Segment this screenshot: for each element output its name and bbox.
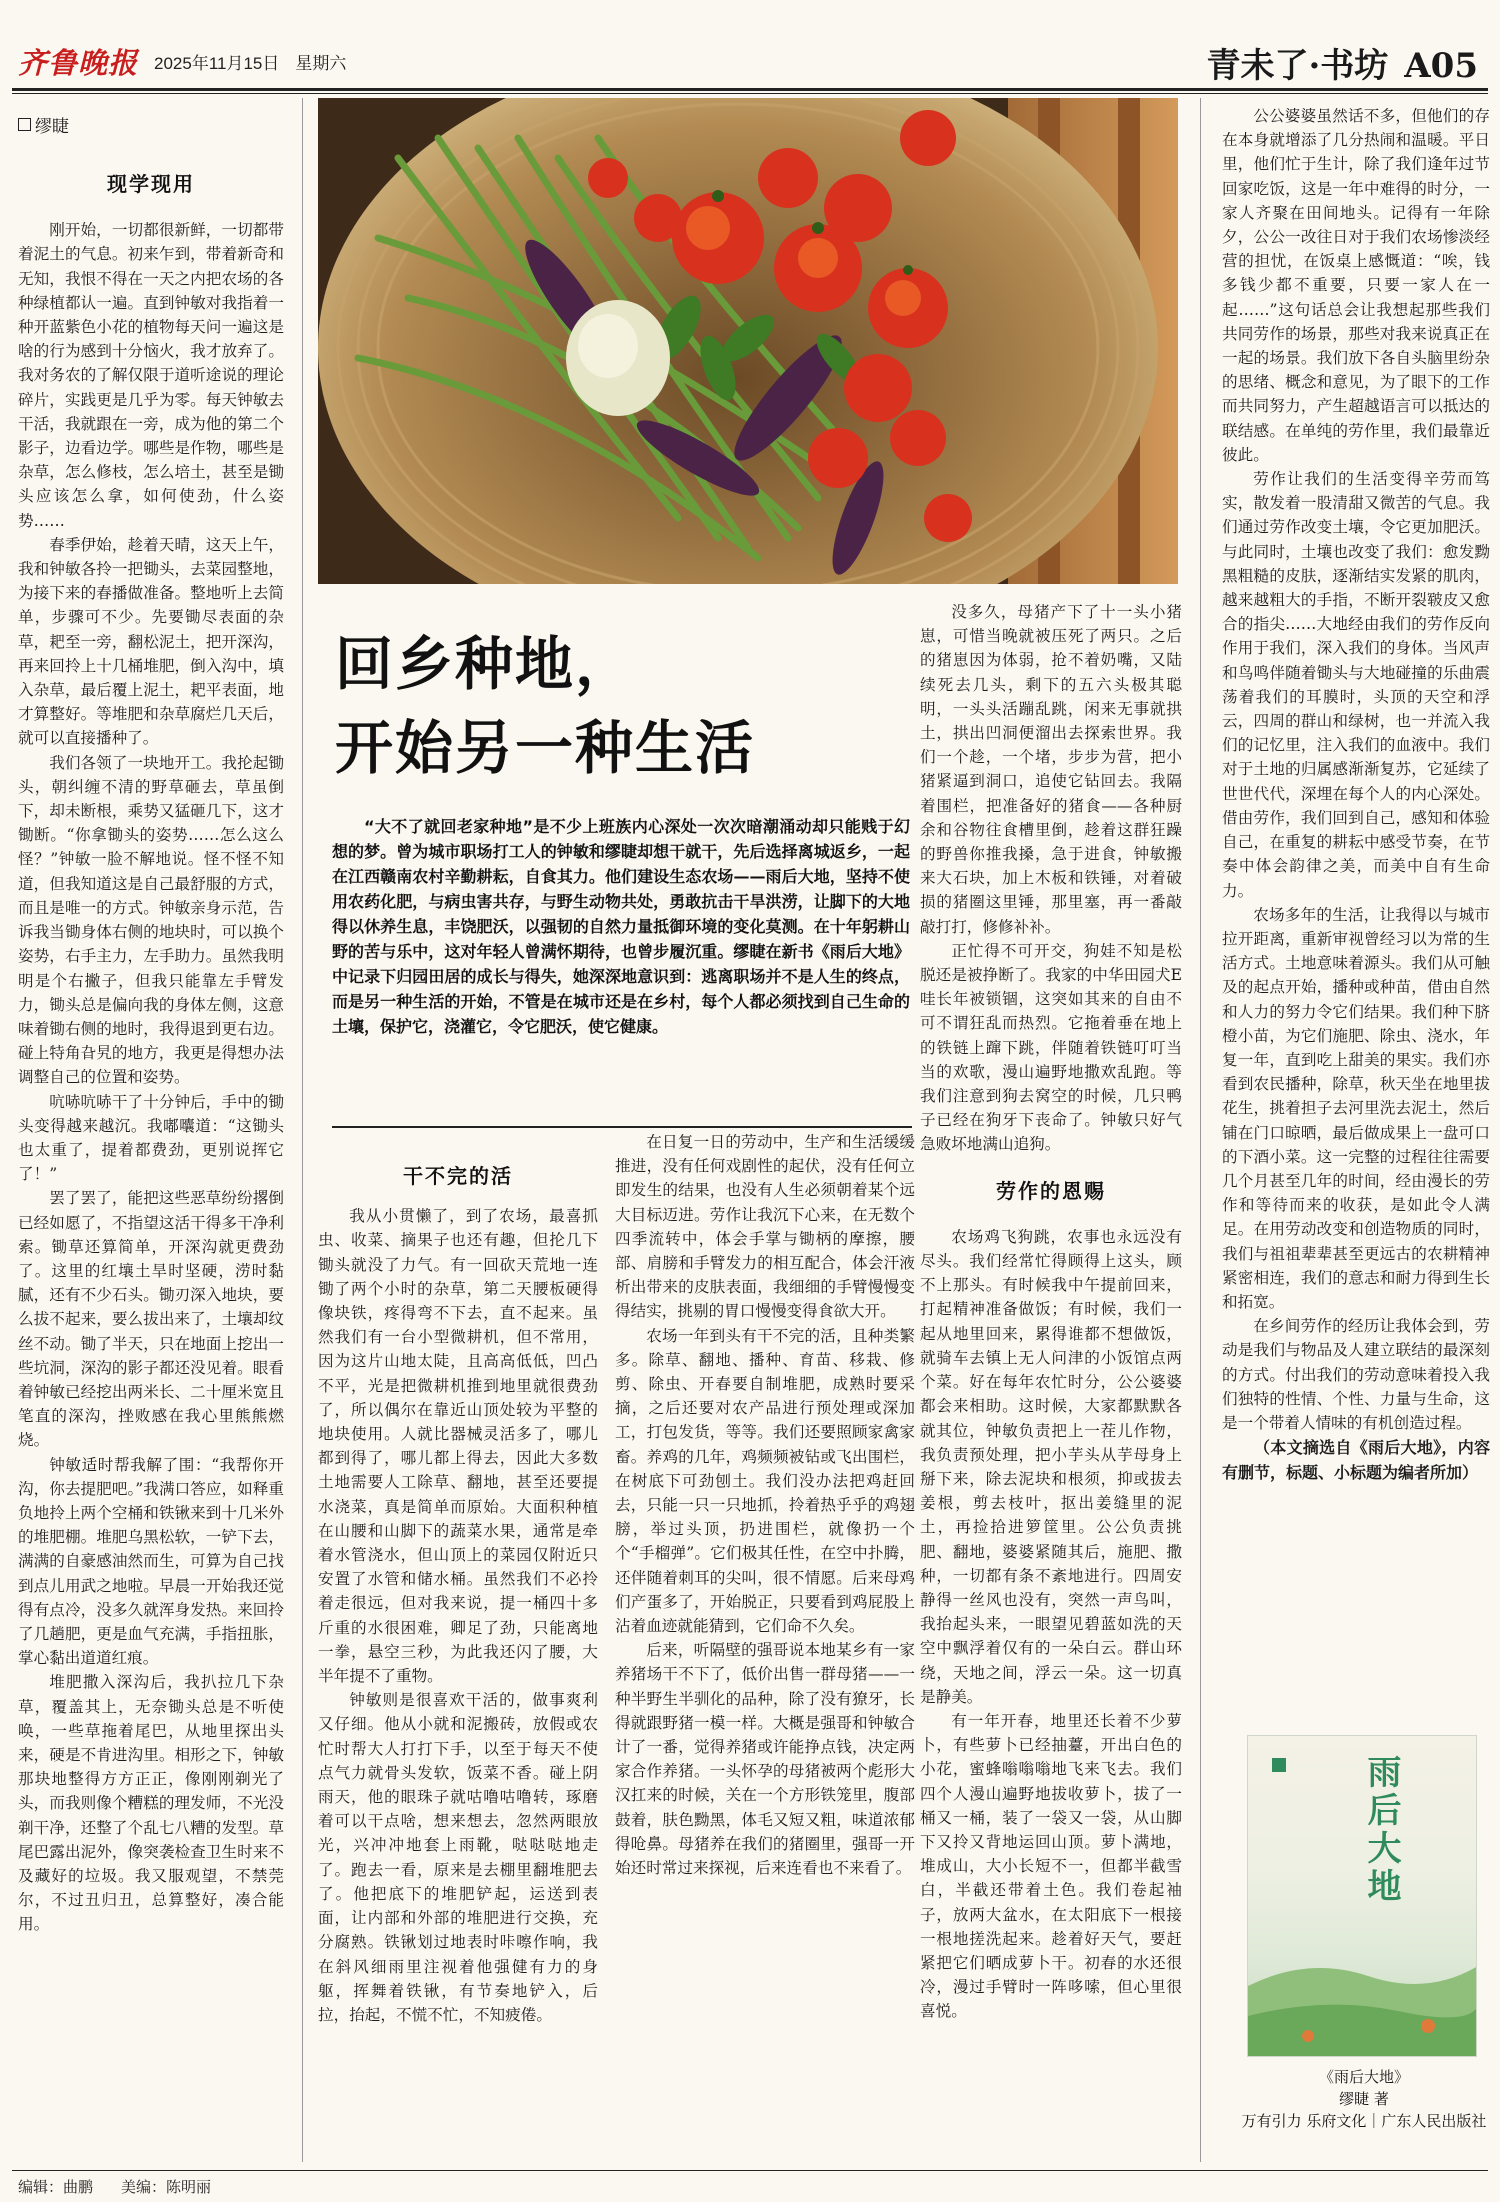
paragraph: 我从小贯懒了，到了农场，最喜抓虫、收菜、摘果子也还有趣，但抡几下锄头就没了力气。有一回砍天荒地一连锄了两个小时的杂草，第二天腰板硬得像块铁，疼得弯不下去，直不起来。虽然我们有一台小型微耕机，但不常用，因为这片山地太陡，且高高低低，凹凸不平，光是把微耕机推到地里就很费劲了，所以偶尔在靠近山顶处较为平整的地块使用。人就比器械灵活多了，哪儿都到得了，哪儿都上得去，因此大多数土地需要人工除草、翻地，甚至还要提水浇菜，真是简单而原始。大面积种植在山腰和山脚下的蔬菜水果，通常是牵着水管浇水，但山顶上的菜园仅附近只安置了水管和储水桶。虽然我们不必拎着走很远，但对我来说，提一桶四十多斤重的水很困难，卿足了劲，只能离地一拳，悬空三秒，为此我还闪了腰，大半年提不了重物。 <box>318 1207 598 1686</box>
article-lede <box>332 814 910 1039</box>
page-number: A05 <box>1404 46 1478 86</box>
column-4 <box>920 600 1182 2162</box>
book-cover <box>1247 1735 1477 2057</box>
byline <box>18 112 69 137</box>
book-caption-author: 缪睫 著 <box>1339 2090 1389 2108</box>
editor-credit: 编辑：曲鹏 <box>18 2178 94 2196</box>
column-divider <box>1200 98 1201 2162</box>
column-3 <box>615 1130 915 2162</box>
paragraph: 农场多年的生活，让我得以与城市拉开距离，重新审视曾经习以为常的生活方式。土地意味着源头。我们从可触及的起点开始，播种或种苗，借由自然和人力的努力令它们结果。我们种下脐橙小苗，为它们施肥、除虫、浇水，年复一年，直到吃上甜美的果实。我们亦看到农民播种，除草，秋天坐在地里拔花生，挑着担子去河里洗去泥土，然后铺在门口晾晒，最后做成果上一盘可口的下酒小菜。这一完整的过程往往需要几个月甚至几年的时间，经由漫长的劳作和等待而来的收获，是如此令人满足。在用劳动改变和创造物质的同时，我们与祖祖辈辈甚至更远古的农耕精神紧密相连，我们的意志和耐力得到生长和拓宽。 <box>1222 905 1490 1311</box>
designer-credit: 美编：陈明丽 <box>121 2178 212 2196</box>
book-caption-title: 《雨后大地》 <box>1318 2068 1409 2086</box>
vegetable-basket-illustration <box>318 98 1178 584</box>
paragraph: 农场一年到头有干不完的活，且种类繁多。除草、翻地、播种、育苗、移栽、修剪、除虫、开春要自制堆肥，成熟时要采摘，之后还要对农产品进行预处理或深加工，打包发货，等等。我们还要照顾家禽家畜。养鸡的几年，鸡频频被钻或飞出围栏，在树底下可劲刨土。我们没办法把鸡赶回去，只能一只一只地抓，拎着热乎乎的鸡翅膀，举过头顶，扔进围栏，就像扔一个个“手榴弹”。它们极其任性，在空中扑腾，还伴随着刺耳的尖叫，很不情愿。后来母鸡们产蛋多了，开始脱正，只要看到鸡屁股上沾着血迹就能猜到，它们命不久矣。 <box>615 1326 915 1636</box>
footer-rule <box>12 2170 1488 2171</box>
article-headline <box>335 622 915 790</box>
column-1 <box>18 150 284 2162</box>
paragraph: 在乡间劳作的经历让我体会到，劳动是我们与物品及人建立联结的最深刻的方式。付出我们的劳动意味着投入我们独特的性情、个性、力量与生命，这是一个带着人情味的有机创造过程。 <box>1222 1317 1490 1432</box>
newspaper-logo: 齐鲁晚报 <box>18 45 139 80</box>
book-cover-title: 雨后大地 <box>1361 1754 1401 1906</box>
paragraph: 有一年开春，地里还长着不少萝卜，有些萝卜已经抽薹，开出白色的小花，蜜蜂嗡嗡嗡地飞来飞去。我们四个人漫山遍野地拔收萝卜，拔了一桶又一桶，装了一袋又一袋，从山脚下又拎又背地运回山顶。萝卜满地，堆成山，大小长短不一，但都半截雪白，半截还带着土色。我们卷起袖子，放两大盆水，在太阳底下一根接一根地搓洗起来。趁着好天气，要赶紧把它们晒成萝卜干。初春的水还很冷，漫过手臂时一阵哆嗦，但心里很喜悦。 <box>920 1711 1182 2021</box>
article-photo <box>318 98 1178 584</box>
paragraph: 没多久，母猪产下了十一头小猪崽，可惜当晚就被压死了两只。之后的猪崽因为体弱，抢不着奶嘴，又陆续死去几头，剩下的五六头极其聪明，一头头活蹦乱跳，闲来无事就拱土，拱出凹洞便溜出去探索世界。我们一个趁，一个堵，步步为营，把小猪紧逼到洞口，追使它钻回去。我隔着围栏，把准备好的猪食——各种厨余和谷物往食槽里倒，趁着这群狂躁的野兽你推我搡，急于进食，钟敏搬来大石块，加上木板和铁锤，对着破损的猪圈这里锤，那里塞，再一番敲敲打打，修修补补。 <box>920 603 1182 936</box>
column-divider <box>302 98 303 2162</box>
paragraph: 公公婆婆虽然话不多，但他们的存在本身就增添了几分热闹和温暖。平日里，他们忙于生计，除了我们逢年过节回家吃饭，这是一年中难得的时分，一家人齐聚在田间地头。记得有一年除夕，公公一改往日对于我们农场惨淡经营的担忧，在饭桌上感慨道：“唉，钱多钱少都不重要，只要一家人在一起……”这句话总会让我想起那些我们共同劳作的场景，那些对我来说真正在一起的场景。我们放下各自头脑里纷杂的思绪、概念和意见，为了眼下的工作而共同努力，产生超越语言可以抵达的联结感。在单纯的劳作里，我们最靠近彼此。 <box>1222 107 1490 464</box>
issue-date: 2025年11月15日 <box>154 53 280 73</box>
masthead <box>18 44 346 78</box>
book-caption <box>1238 2066 1490 2132</box>
headline-line-1: 回乡种地， <box>335 630 636 698</box>
column-2 <box>318 1150 598 2162</box>
paragraph: 在日复一日的劳动中，生产和生活缓缓推进，没有任何戏剧性的起伏，没有任何立即发生的结果，也没有人生必须朝着某个远大目标迈进。劳作让我沉下心来，在无数个四季流转中，体会手掌与锄柄的摩擦，腰部、肩膀和手臂发力的相互配合，体会汗液析出带来的皮肤表面，我细细的手臂慢慢变得结实，挑剔的胃口慢慢变得食欲大开。 <box>615 1133 915 1321</box>
paragraph: 我们各领了一块地开工。我抡起锄头，朝纠缠不清的野草砸去，草虽倒下，却未断根，乘势又猛砸几下，这才锄断。“你拿锄头的姿势……怎么这么怪？”钟敏一脸不解地说。怪不怪不知道，但我知道这是自己最舒服的方式，而且是唯一的方式。钟敏亲身示范，告诉我当锄身体右侧的地块时，可以换个姿势，右手主力，左手助力。虽然我明明是个右撇子，但我只能靠左手臂发力，锄头总是偏向我的身体左侧，这意味着锄右侧的地时，我得退到更右边。碰上特角旮旯的地方，我更是得想办法调整自己的位置和姿势。 <box>18 753 284 1087</box>
paragraph: 劳作让我们的生活变得辛劳而笃实，散发着一股清甜又微苦的气息。我们通过劳作改变土壤，令它更加肥沃。与此同时，土壤也改变了我们：愈发黝黑粗糙的皮肤，逐渐结实发紧的肌肉，越来越粗大的手指，不断开裂皲皮又愈合的指尖……大地经由我们的劳作反向作用于我们，深入我们的身体。当风声和鸟鸣伴随着锄头与大地碰撞的乐曲震荡着我们的耳膜时，头顶的天空和浮云，四周的群山和绿树，也一并流入我们的记忆里，注入我们的血液中。我们对于土地的归属感渐渐复苏，它延续了世世代代，深埋在每个人的内心深处。借由劳作，我们回到自己，感知和体验自己，在重复的耕耘中感受节奏，在节奏中体会韵律之美，而美中自有生命力。 <box>1222 470 1490 900</box>
headline-line-2: 开始另一种生活 <box>335 714 756 782</box>
section-heading: 现学现用 <box>107 172 195 196</box>
paragraph: 堆肥撒入深沟后，我扒拉几下杂草，覆盖其上，无奈锄头总是不听使唤，一些草拖着尾巴，从地里探出头来，硬是不肯进沟里。相形之下，钟敏那块地整得方方正正，像刚刚剃光了头，而我则像个糟糕的理发师，不光没剃干净，还整了个乱七八糟的发型。草尾巴露出泥外，像突袭检查卫生时来不及藏好的垃圾。我又服观望，不禁莞尔，不过丑归丑，总算整好，凑合能用。 <box>18 1673 284 1934</box>
byline-box-icon <box>18 118 31 131</box>
issue-weekday: 星期六 <box>295 53 347 73</box>
paragraph: 后来，听隔壁的强哥说本地某乡有一家养猪场干不下了，低价出售一群母猪——一种半野生半驯化的品种，除了没有獠牙，长得就跟野猪一模一样。大概是强哥和钟敏合计了一番，觉得养猪或许能挣点钱，决定两家合作养猪。一头怀孕的母猪被两个彪形大汉扛来的时候，关在一个方形铁笼里，腹部鼓着，肤色黝黑，体毛又短又粗，味道浓郁得呛鼻。母猪养在我们的猪圈里，强哥一开始还时常过来探视，后来连看也不来看了。 <box>615 1641 915 1878</box>
paragraph: 农场鸡飞狗跳，农事也永远没有尽头。我们经常忙得顾得上这头，顾不上那头。有时候我中午提前回来，打起精神准备做饭；有时候，我们一起从地里回来，累得谁都不想做饭，就骑车去镇上无人问津的小饭馆点两个菜。好在每年农忙时分，公公婆婆都会来相助。这时候，大家都默默各就其位，钟敏负责把上一茬儿作物，我负责预处理，把小芋头从芋母身上掰下来，除去泥块和根须，抑或拔去姜根，剪去枝叶，抠出姜缝里的泥土，再捡拾进箩筐里。公公负责挑肥、翻地，婆婆紧随其后，施肥、撒种，一切都有条不紊地进行。四周安静得一丝风也没有，突然一声鸟叫，我抬起头来，一眼望见碧蓝如洗的天空中飘浮着仅有的一朵白云。群山环绕，天地之间，浮云一朵。这一切真是静美。 <box>920 1227 1182 1706</box>
section-name: 青未了·书坊 <box>1206 46 1389 86</box>
book-cover-illustration <box>1248 1736 1477 2057</box>
section-heading: 劳作的恩赐 <box>996 1178 1106 1203</box>
paragraph: 钟敏则是很喜欢干活的，做事爽利又仔细。他从小就和泥搬砖，放假或农忙时帮大人打打下手，以至于每天不使点气力就骨头发软，饭菜不香。碰上阴雨天，他的眼珠子就咕噜咕噜转，琢磨着可以干点啥，想来想去，忽然两眼放光，兴冲冲地套上雨靴，哒哒哒地走了。跑去一看，原来是去棚里翻堆肥去了。他把底下的堆肥铲起，运送到表面，让内部和外部的堆肥进行交换，充分腐熟。铁锹划过地表时咔嚓作响，我在斜风细雨里注视着他强健有力的身躯，挥舞着铁锹，有节奏地铲入，后拉，抬起，不慌不忙，不知疲倦。 <box>318 1691 598 2024</box>
paragraph: 正忙得不可开交，狗娃不知是松脱还是被挣断了。我家的中华田园犬E哇长年被锁锢，这突如其来的自由不可不谓狂乱而热烈。它拖着垂在地上的铁链上蹿下跳，伴随着铁链叮叮当当的欢歌，漫山遍野地撒欢乱跑。等我们注意到狗去窝空的时候，几只鸭子已经在狗牙下丧命了。钟敏只好气急败坏地满山追狗。 <box>920 941 1182 1154</box>
paragraph: 吭哧吭哧干了十分钟后，手中的锄头变得越来越沉。我嘟囔道：“这锄头也太重了，提着都费劲，更别说挥它了！” <box>18 1092 284 1184</box>
column-5 <box>1222 104 1490 1724</box>
lede-text: “大不了就回老家种地”是不少上班族内心深处一次次暗潮涌动却只能贱于幻想的梦。曾为城市职场打工人的钟敏和缪睫却想干就干，先后选择离城返乡，一起在江西赣南农村辛勤耕耘，自食其力。他们建设生态农场——雨后大地，坚持不使用农药化肥，与病虫害共存，与野生动物共处，勇敢抗击干旱洪涝，让脚下的大地得以休养生息，丰饶肥沃，以强韧的自然力量抵御环境的变化莫测。在十年躬耕山野的苦与乐中，这对年轻人曾满怀期待，也曾步履沉重。缪睫在新书《雨后大地》中记录下归园田居的成长与得失，她深深地意识到：逃离职场并不是人生的终点，而是另一种生活的开始，不管是在城市还是在乡村，每个人都必须找到自己生命的土壤，保护它，浇灌它，令它肥沃，使它健康。 <box>332 817 910 1036</box>
book-caption-publisher: 万有引力 乐府文化｜广东人民出版社 <box>1241 2112 1487 2130</box>
excerpt-credit: （本文摘选自《雨后大地》，内容有删节，标题、小标题为编者所加） <box>1222 1438 1490 1483</box>
paragraph: 罢了罢了，能把这些恶草纷纷撂倒已经如愿了，不指望这活干得多干净利索。锄草还算简单，开深沟就更费劲了。这里的红壤土旱时坚硬，涝时黏腻，还有不少石头。锄刃深入地块，要么拔不起来，要么拔出来了，土壤却纹丝不动。锄了半天，只在地面上挖出一些坑洞，深沟的影子都还没见着。眼看着钟敏已经挖出两米长、二十厘米宽且笔直的深沟，挫败感在我心里熊熊燃烧。 <box>18 1189 284 1450</box>
header-rule <box>12 88 1488 91</box>
author-name: 缪睫 <box>35 117 69 137</box>
section-heading: 干不完的活 <box>403 1164 513 1188</box>
paragraph: 钟敏适时帮我解了围：“我帮你开沟，你去提肥吧。”我满口答应，如释重负地拎上两个空桶和铁锹来到十几米外的堆肥棚。堆肥乌黑松软，一铲下去，满满的自豪感油然而生，可算为自己找到点儿用武之地啦。早晨一开始我还觉得有点冷，没多久就浑身发热。来回拎了几趟肥，更是血气充满，手指扭胀，掌心黏出道道红痕。 <box>18 1455 284 1668</box>
paragraph: 春季伊始，趁着天晴，这天上午，我和钟敏各拎一把锄头，去菜园整地，为接下来的春播做准备。整地听上去简单，步骤可不少。先要锄尽表面的杂草，耙至一旁，翻松泥土，把开深沟，再来回拎上十几桶堆肥，倒入沟中，填入杂草，最后覆上泥土，耙平表面，地才算整好。等堆肥和杂草腐烂几天后，就可以直接播种了。 <box>18 535 284 748</box>
page-section-header <box>1206 38 1478 87</box>
footer <box>18 2176 211 2197</box>
header-rule-thin <box>12 93 1488 94</box>
paragraph: 刚开始，一切都很新鲜，一切都带着泥土的气息。初来乍到，带着新奇和无知，我恨不得在一天之内把农场的各种绿植都认一遍。直到钟敏对我指着一种开蓝紫色小花的植物每天问一遍这是啥的行为感到十分恼火，我才放弃了。我对务农的了解仅限于道听途说的理论碎片，实践更是几乎为零。每天钟敏去干活，我就跟在一旁，成为他的第二个影子，边看边学。哪些是作物，哪些是杂草，怎么修枝，怎么培土，甚至是锄头应该怎么拿，如何使劲，什么姿势…… <box>18 221 284 530</box>
lede-divider <box>332 1126 912 1128</box>
